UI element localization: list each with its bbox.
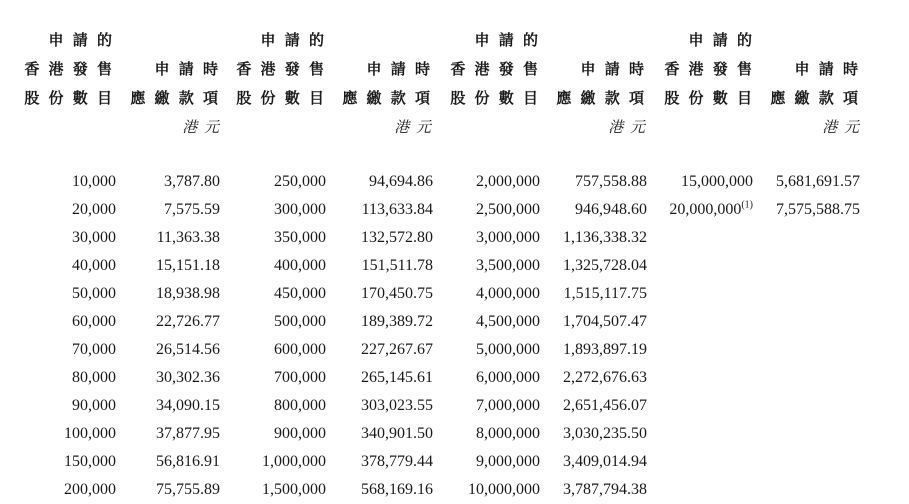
- amount-cell: 3,409,014.94: [563, 453, 647, 470]
- shares-cell: 500,000: [274, 313, 326, 330]
- shares-cell: 900,000: [274, 425, 326, 442]
- amount-cell: 189,389.72: [361, 313, 433, 330]
- amount-cell: 946,948.60: [575, 201, 647, 218]
- header-unit: 港 元: [822, 118, 860, 136]
- header-line: 香 港 發 售: [236, 60, 326, 78]
- header-line: 申 請 時: [366, 60, 432, 78]
- shares-cell: 10,000: [72, 173, 116, 190]
- amount-cell: 15,151.18: [156, 257, 220, 274]
- header-line: 申 請 的: [688, 31, 754, 49]
- shares-cell: 250,000: [274, 173, 326, 190]
- shares-cell: 10,000,000: [468, 481, 540, 498]
- shares-cell: 200,000: [64, 481, 116, 498]
- amount-cell: 18,938.98: [156, 285, 220, 302]
- shares-cell: 600,000: [274, 341, 326, 358]
- amount-cell: 26,514.56: [156, 341, 220, 358]
- header-line: 申 請 時: [794, 60, 860, 78]
- amount-cell: 2,272,676.63: [563, 369, 647, 386]
- amount-cell: 11,363.38: [156, 229, 220, 246]
- amount-cell: 5,681,691.57: [776, 173, 860, 190]
- amount-cell: 30,302.36: [156, 369, 220, 386]
- amount-cell: 2,651,456.07: [563, 397, 647, 414]
- amount-cell: 1,325,728.04: [563, 257, 647, 274]
- header-amount-col-4: [740, 26, 860, 142]
- shares-cell: 20,000: [72, 201, 116, 218]
- header-line: 應 繳 款 項: [342, 89, 432, 107]
- amount-cell: 1,704,507.47: [563, 313, 647, 330]
- shares-cell: 1,500,000: [262, 481, 326, 498]
- amount-cell: 34,090.15: [156, 397, 220, 414]
- amount-cell: 3,787,794.38: [563, 481, 647, 498]
- header-shares-col-2: [206, 26, 326, 113]
- shares-cell: 150,000: [64, 453, 116, 470]
- amount-cell: 3,787.80: [164, 173, 220, 190]
- amount-cell: 170,450.75: [361, 285, 433, 302]
- amount-cell: 3,030,235.50: [563, 425, 647, 442]
- shares-cell: 450,000: [274, 285, 326, 302]
- amount-cell: 340,901.50: [361, 425, 433, 442]
- amount-cell: 7,575.59: [164, 201, 220, 218]
- amount-column-4: [710, 168, 860, 224]
- header-line: 香 港 發 售: [664, 60, 754, 78]
- shares-cell: 400,000: [274, 257, 326, 274]
- shares-cell: 7,000,000: [476, 397, 540, 414]
- shares-cell: 6,000,000: [476, 369, 540, 386]
- header-line: 股 份 數 目: [450, 89, 540, 107]
- header-unit: 港 元: [182, 118, 220, 136]
- amount-cell: 378,779.44: [361, 453, 433, 470]
- header-line: 申 請 時: [580, 60, 646, 78]
- amount-cell: 56,816.91: [156, 453, 220, 470]
- header-line: 應 繳 款 項: [556, 89, 646, 107]
- shares-cell: 15,000,000: [681, 173, 753, 190]
- amount-cell: 303,023.55: [361, 397, 433, 414]
- shares-cell: 3,500,000: [476, 257, 540, 274]
- shares-cell: 4,000,000: [476, 285, 540, 302]
- shares-cell: 20,000,000$^{(1)}$: [669, 199, 753, 218]
- amount-cell: 7,575,588.75: [776, 201, 860, 218]
- header-line: 申 請 的: [260, 31, 326, 49]
- header-shares-col-3: [420, 26, 540, 113]
- shares-cell: 2,000,000: [476, 173, 540, 190]
- amount-cell: 37,877.95: [156, 425, 220, 442]
- shares-cell: 2,500,000: [476, 201, 540, 218]
- amount-cell: 265,145.61: [361, 369, 433, 386]
- shares-cell: 100,000: [64, 425, 116, 442]
- amount-cell: 75,755.89: [156, 481, 220, 498]
- shares-cell: 350,000: [274, 229, 326, 246]
- amount-cell: 94,694.86: [369, 173, 433, 190]
- header-line: 申 請 的: [474, 31, 540, 49]
- header-line: 香 港 發 售: [450, 60, 540, 78]
- shares-cell: 8,000,000: [476, 425, 540, 442]
- header-amount-col-1: [100, 26, 220, 142]
- shares-cell: 30,000: [72, 229, 116, 246]
- amount-cell: 757,558.88: [575, 173, 647, 190]
- amount-cell: 132,572.80: [361, 229, 433, 246]
- header-line: 應 繳 款 項: [130, 89, 220, 107]
- header-amount-col-2: [312, 26, 432, 142]
- header-line: 股 份 數 目: [24, 89, 114, 107]
- header-line: 申 請 的: [48, 31, 114, 49]
- header-shares-col-1: [0, 26, 114, 113]
- shares-cell: 90,000: [72, 397, 116, 414]
- header-amount-col-3: [526, 26, 646, 142]
- shares-cell: 40,000: [72, 257, 116, 274]
- shares-cell: 300,000: [274, 201, 326, 218]
- amount-cell: 151,511.78: [361, 257, 433, 274]
- shares-cell: 800,000: [274, 397, 326, 414]
- amount-cell: 227,267.67: [361, 341, 433, 358]
- shares-cell: 3,000,000: [476, 229, 540, 246]
- header-line: 股 份 數 目: [664, 89, 754, 107]
- amount-cell: 22,726.77: [156, 313, 220, 330]
- shares-cell: 60,000: [72, 313, 116, 330]
- header-line: 申 請 時: [154, 60, 220, 78]
- amount-cell: 568,169.16: [361, 481, 433, 498]
- shares-cell: 50,000: [72, 285, 116, 302]
- header-unit: 港 元: [608, 118, 646, 136]
- amount-cell: 1,893,897.19: [563, 341, 647, 358]
- header-line: 股 份 數 目: [236, 89, 326, 107]
- shares-cell: 5,000,000: [476, 341, 540, 358]
- shares-cell: 700,000: [274, 369, 326, 386]
- shares-cell: 9,000,000: [476, 453, 540, 470]
- amount-cell: 1,515,117.75: [563, 285, 647, 302]
- shares-cell: 80,000: [72, 369, 116, 386]
- shares-cell: 1,000,000: [262, 453, 326, 470]
- header-line: 香 港 發 售: [24, 60, 114, 78]
- header-unit: 港 元: [394, 118, 432, 136]
- amount-cell: 1,136,338.32: [563, 229, 647, 246]
- amount-cell: 113,633.84: [361, 201, 433, 218]
- footnote-marker: (1): [741, 199, 753, 211]
- shares-cell: 4,500,000: [476, 313, 540, 330]
- shares-cell: 70,000: [72, 341, 116, 358]
- header-line: 應 繳 款 項: [770, 89, 860, 107]
- header-shares-col-4: [634, 26, 754, 113]
